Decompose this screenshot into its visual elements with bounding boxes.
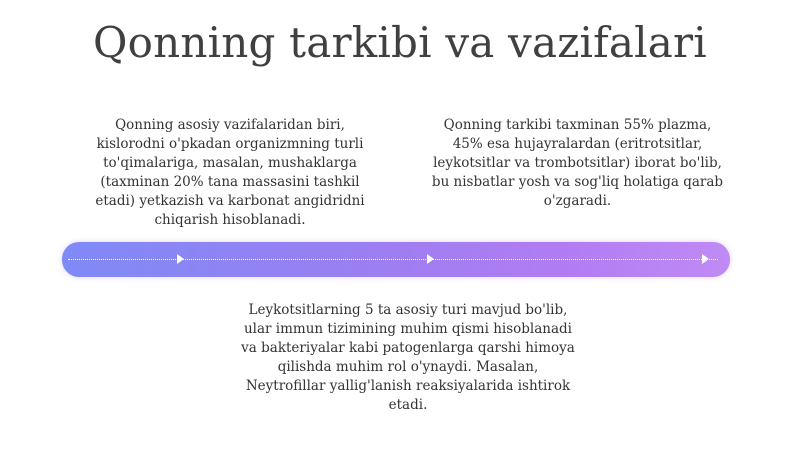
text-line: leykotsitlar va trombotsitlar) iborat bo'lib, <box>433 155 722 171</box>
text-block-composition <box>420 116 735 211</box>
text-block-leukocytes <box>218 301 598 415</box>
text-line: Neytrofillar yallig'lanish reaksiyalarida ishtirok <box>245 378 571 394</box>
text-line: etadi) yetkazish va karbonat angidridni <box>95 193 365 209</box>
text-line: Qonning tarkibi taxminan 55% plazma, <box>443 117 712 133</box>
text-block-functions <box>75 116 385 230</box>
text-line: chiqarish hisoblanadi. <box>154 212 306 228</box>
timeline-dotted-line <box>68 259 718 260</box>
text-line: o'zgaradi. <box>543 193 612 209</box>
arrow-right-icon <box>427 254 434 264</box>
text-line: etadi. <box>388 397 428 413</box>
text-line: 45% esa hujayralardan (eritrotsitlar, <box>452 136 703 152</box>
text-line: kislorodni o'pkadan organizmning turli <box>96 136 364 152</box>
text-line: ular immun tizimining muhim qismi hisoblanadi <box>243 321 572 337</box>
timeline-bar <box>62 242 730 277</box>
text-line: to'qimalariga, masalan, mushaklarga <box>103 155 357 171</box>
page-title: Qonning tarkibi va vazifalari <box>93 18 707 67</box>
text-line: bu nisbatlar yosh va sog'liq holatiga qarab <box>431 174 724 190</box>
text-line: (taxminan 20% tana massasini tashkil <box>100 174 360 190</box>
text-line: qilishda muhim rol o'ynaydi. Masalan, <box>277 359 539 375</box>
text-line: va bakteriyalar kabi patogenlarga qarshi himoya <box>241 340 575 356</box>
text-line: Leykotsitlarning 5 ta asosiy turi mavjud bo'lib, <box>248 302 568 318</box>
text-line: Qonning asosiy vazifalaridan biri, <box>115 117 345 133</box>
arrow-right-icon <box>702 254 709 264</box>
arrow-right-icon <box>177 254 184 264</box>
